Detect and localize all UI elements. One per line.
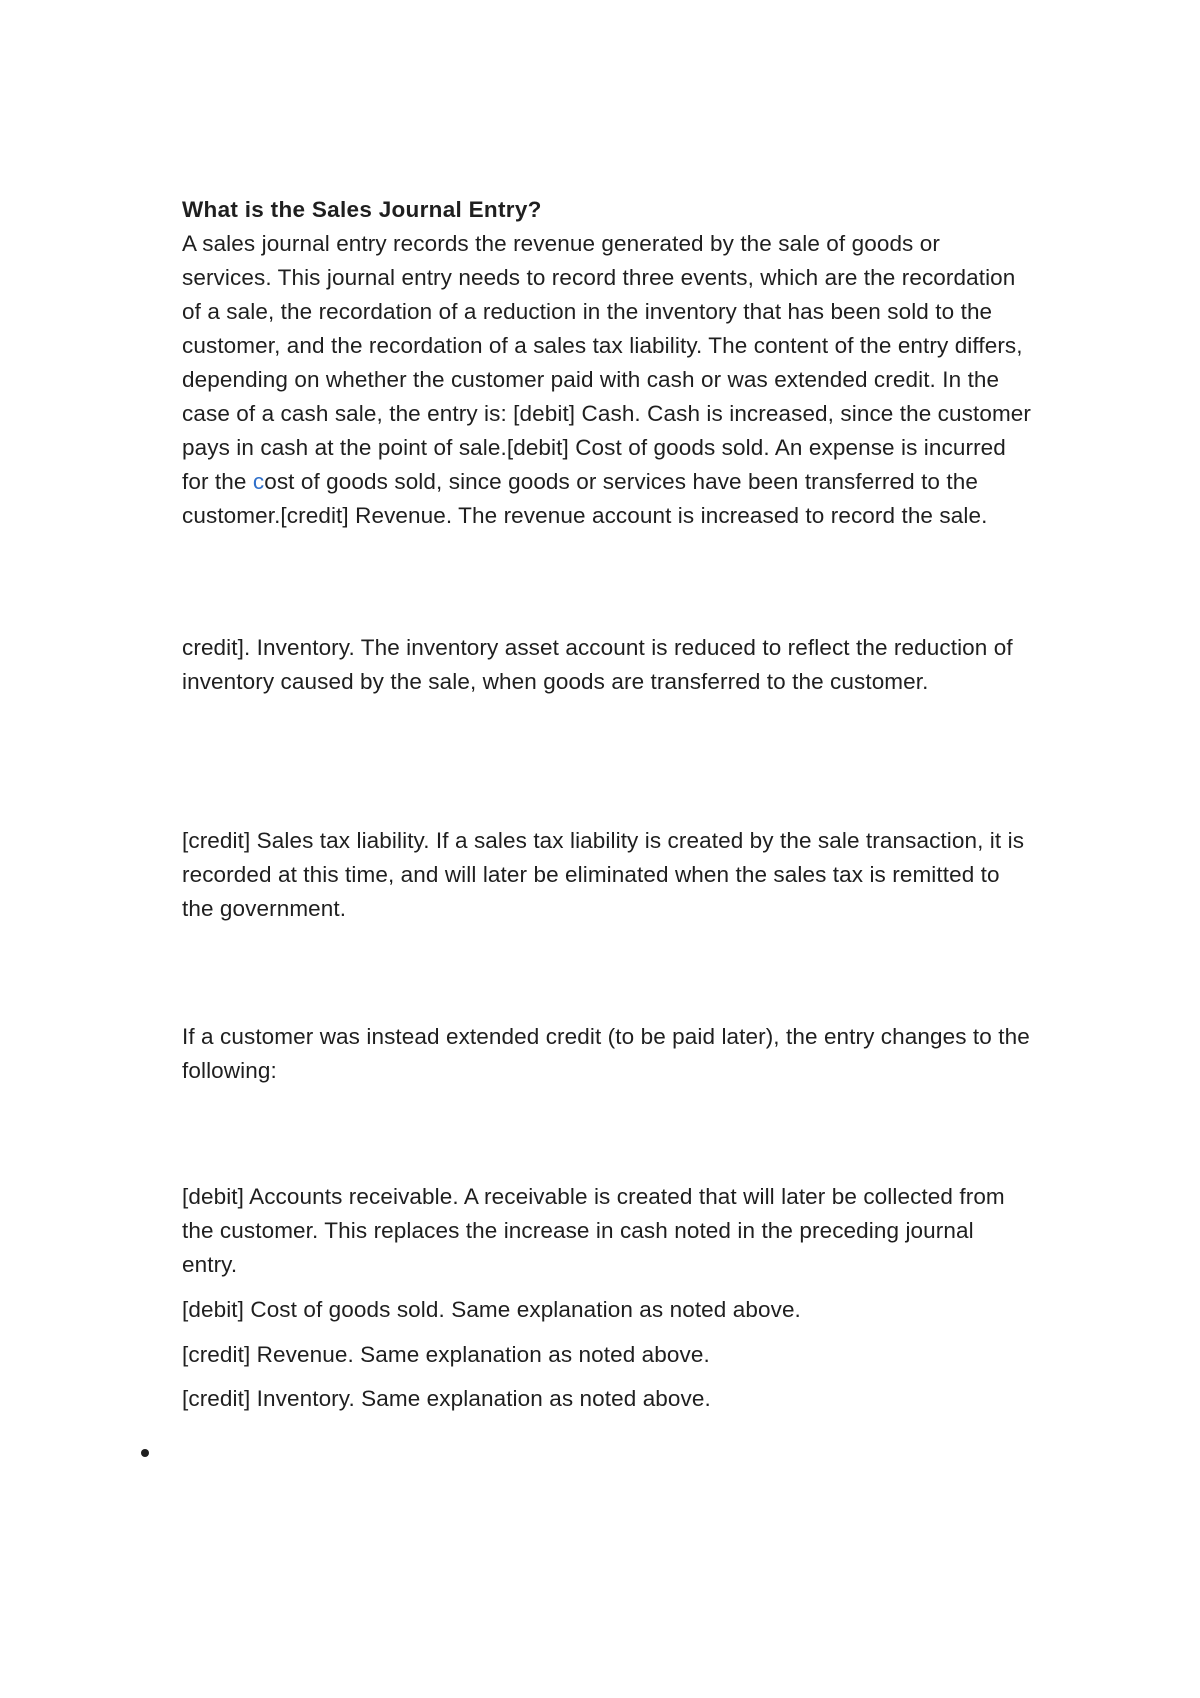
page-title: What is the Sales Journal Entry? (182, 197, 542, 222)
inventory-line: [credit] Inventory. Same explanation as noted above. (182, 1386, 711, 1411)
revenue-line: [credit] Revenue. Same explanation as noted above. (182, 1342, 710, 1367)
accounts-receivable-paragraph: [debit] Accounts receivable. A receivable is created that will later be collected from the customer. This replaces the increase in cash noted in the preceding journal entry. (182, 1184, 1005, 1277)
inventory-paragraph: credit]. Inventory. The inventory asset account is reduced to reflect the reduction of inventory caused by the sale, when goods are transferred to the customer. (182, 635, 1013, 694)
empty-bullet-point (141, 1449, 149, 1457)
intro-text-end: ost of goods sold, since goods or services have been transferred to the customer.[credit] Revenue. The revenue account is increased to record the sale. (182, 469, 988, 528)
intro-accent-letter: c (252, 469, 265, 494)
intro-text-start: A sales journal entry records the revenue generated by the sale of goods or services. This journal entry needs to record three events, which are the recordation of a sale, the recordation of a reduction in the inventory that has been sold to the customer, and the recordation of a sales tax liability. The content of the entry differs, depending on whether the customer paid with cash or was extended credit. In the case of a cash sale, the entry is: [debit] Cash. Cash is increased, since the customer pays in cash at the point of sale.[debit] Cost of goods sold. An expense is incurred for the (182, 231, 1032, 494)
intro-paragraph (182, 227, 1032, 533)
sales-tax-paragraph: [credit] Sales tax liability. If a sales tax liability is created by the sale transaction, it is recorded at this time, and will later be eliminated when the sales tax is remitted to the government. (182, 828, 1025, 921)
cogs-line: [debit] Cost of goods sold. Same explanation as noted above. (182, 1297, 801, 1322)
credit-intro-paragraph: If a customer was instead extended credit (to be paid later), the entry changes to the following: (182, 1024, 1030, 1083)
